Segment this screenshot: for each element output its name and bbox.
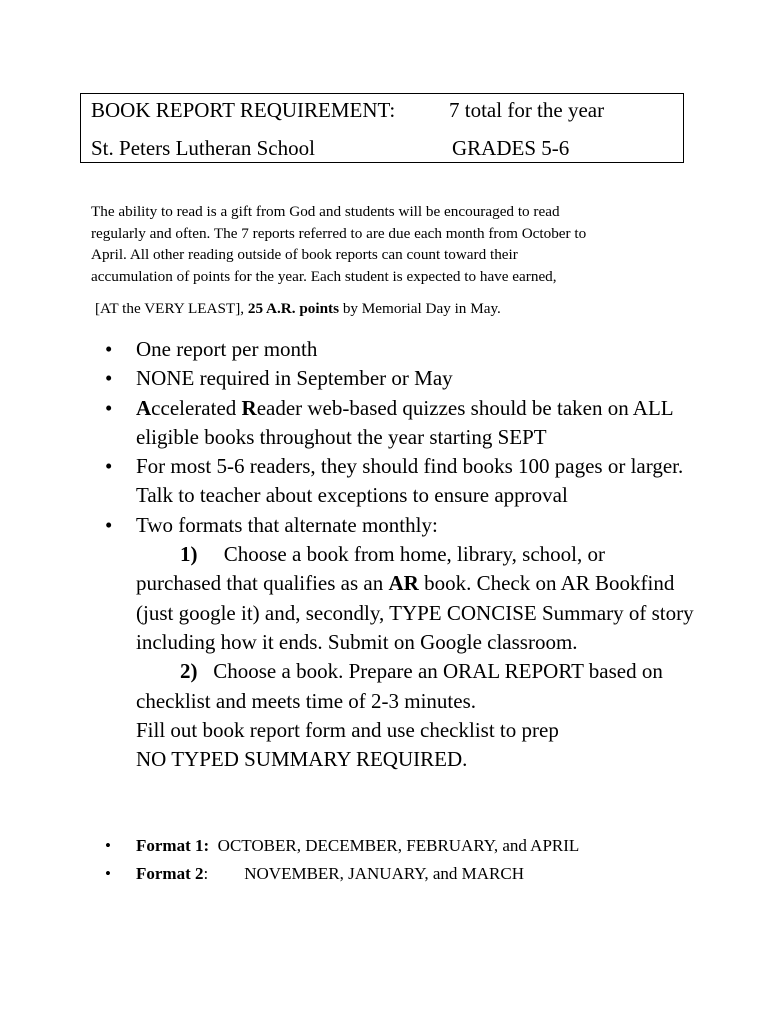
header-row-1	[91, 98, 605, 122]
format-text: book. Check on AR Bookfind (just google it) and, secondly, TYPE CONCISE Summary of story including how it ends. Submit on Google classroom.	[136, 571, 694, 654]
bullet-text: One report per month	[136, 337, 318, 361]
format-colon: :	[203, 864, 209, 883]
format-months: OCTOBER, DECEMBER, FEBRUARY, and APRIL	[217, 836, 580, 855]
format-text: NO TYPED SUMMARY REQUIRED.	[136, 747, 468, 772]
list-item	[105, 335, 695, 364]
least-prefix: [AT the VERY LEAST],	[95, 300, 248, 317]
format-label: Format 1:	[136, 836, 210, 855]
intro-paragraph	[91, 201, 701, 287]
format-text: Choose a book from home, library, school, or purchased that qualifies as an	[136, 542, 605, 596]
list-item	[105, 511, 695, 775]
format-number: 2)	[180, 659, 198, 684]
least-points: 25 A.R. points	[247, 300, 340, 317]
bold-letter: R	[241, 395, 257, 420]
bullet-text: NONE required in September or May	[136, 366, 453, 391]
format-number: 1)	[180, 542, 198, 567]
format-text: Fill out book report form and use checklist to prep	[136, 717, 559, 742]
bullet-text: ccelerated	[151, 395, 242, 420]
list-item	[105, 364, 695, 393]
header-grades: GRADES 5-6	[452, 136, 570, 160]
bullet-text: Two formats that alternate monthly:	[136, 512, 438, 537]
ar-bold: AR	[388, 571, 419, 596]
header-title: BOOK REPORT REQUIREMENT:	[91, 98, 396, 122]
header-school: St. Peters Lutheran School	[91, 136, 315, 160]
header-total: 7 total for the year	[449, 98, 605, 122]
bullet-text: For most 5-6 readers, they should find books 100 pages or larger. Talk to teacher about exceptions to ensure approval	[136, 454, 684, 508]
bullet-text: eader web-based quizzes should be taken on ALL eligible books throughout the year starting SEPT	[136, 395, 673, 449]
intro-line: The ability to read is a gift from God and students will be encouraged to read	[91, 203, 560, 220]
header-row-2	[91, 136, 570, 160]
list-item	[105, 832, 579, 860]
list-item	[105, 452, 695, 511]
list-item	[105, 394, 695, 453]
intro-line: April. All other reading outside of book reports can count toward their	[91, 246, 518, 263]
intro-line: regularly and often. The 7 reports referred to are due each month from October to	[91, 224, 587, 242]
header-box	[80, 93, 684, 163]
ar-points-requirement	[95, 300, 501, 318]
format-text: Choose a book. Prepare an ORAL REPORT based on checklist and meets time of 2-3 minutes.	[136, 659, 663, 713]
bold-letter: A	[136, 395, 152, 420]
format-months: NOVEMBER, JANUARY, and MARCH	[244, 864, 524, 883]
list-item	[105, 860, 579, 888]
format-schedule	[105, 832, 579, 888]
least-suffix: by Memorial Day in May.	[339, 300, 501, 317]
format-label: Format 2	[136, 864, 204, 883]
intro-line: accumulation of points for the year. Each student is expected to have earned,	[91, 267, 557, 285]
format-1-description	[136, 540, 695, 657]
format-2-description	[136, 657, 695, 774]
requirements-list	[105, 335, 695, 774]
